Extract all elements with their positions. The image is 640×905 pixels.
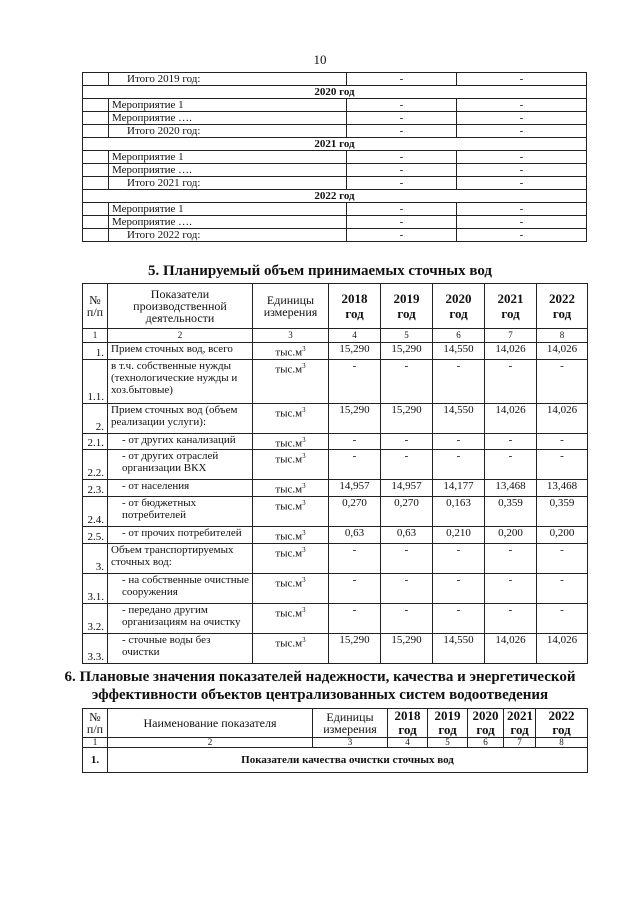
unit-text: тыс.м	[275, 363, 303, 376]
value-cell: -	[457, 229, 587, 242]
value-cell: 13,468	[537, 480, 588, 497]
header-unit: Единицы измерения	[313, 709, 388, 738]
header-unit: Единицы измерения	[253, 284, 329, 329]
header-2020: 2020 год	[433, 284, 485, 329]
unit-cell	[253, 543, 329, 573]
value-cell: -	[537, 359, 588, 403]
unit-text: тыс.м	[275, 637, 303, 650]
row-label: Прием сточных вод (объем реализации услуги):	[108, 403, 253, 433]
table-row	[83, 73, 587, 86]
value-cell: -	[347, 229, 457, 242]
value-cell: 0,63	[329, 526, 381, 543]
section-row	[83, 748, 588, 773]
empty-cell	[83, 112, 109, 125]
table-row	[83, 633, 588, 663]
table-header-row	[83, 709, 588, 738]
header-2019: 2019 год	[428, 709, 468, 738]
year-row	[83, 138, 587, 151]
row-number: 3.3.	[83, 633, 108, 663]
section-5-title: 5. Планируемый объем принимаемых сточных вод	[147, 263, 493, 279]
value-cell: -	[433, 603, 485, 633]
value-cell: -	[347, 112, 457, 125]
value-cell: -	[347, 177, 457, 190]
header-2022: 2022 год	[536, 709, 588, 738]
unit-exponent: 3	[302, 498, 306, 507]
value-cell: 14,026	[485, 343, 537, 360]
unit-text: тыс.м	[275, 407, 303, 420]
value-cell: -	[485, 603, 537, 633]
value-cell: 14,957	[329, 480, 381, 497]
unit-cell	[253, 496, 329, 526]
value-cell: 0,200	[485, 526, 537, 543]
header-2018: 2018 год	[329, 284, 381, 329]
column-number: 5	[428, 738, 468, 748]
value-cell: -	[347, 73, 457, 86]
row-number: 3.	[83, 543, 108, 573]
row-label: Прием сточных вод, всего	[108, 343, 253, 360]
value-cell: -	[457, 125, 587, 138]
row-label: - передано другим организациям на очистку	[108, 603, 253, 633]
column-number: 6	[433, 329, 485, 343]
unit-cell	[253, 359, 329, 403]
column-number: 1	[83, 329, 108, 343]
unit-text: тыс.м	[275, 547, 303, 560]
value-cell: 14,026	[537, 633, 588, 663]
indicators-table	[82, 708, 588, 773]
value-cell: 0,200	[537, 526, 588, 543]
empty-cell	[83, 177, 109, 190]
column-number: 7	[485, 329, 537, 343]
table-row	[83, 112, 587, 125]
value-cell: -	[329, 359, 381, 403]
row-number: 1.	[83, 343, 108, 360]
value-cell: -	[537, 433, 588, 450]
unit-exponent: 3	[302, 361, 306, 370]
item-label: Мероприятие 1	[109, 151, 347, 164]
value-cell: -	[433, 359, 485, 403]
value-cell: -	[457, 112, 587, 125]
value-cell: -	[485, 543, 537, 573]
value-cell: -	[433, 450, 485, 480]
value-cell: 14,550	[433, 343, 485, 360]
row-number: 3.2.	[83, 603, 108, 633]
row-label: - на собственные очистные сооружения	[108, 573, 253, 603]
unit-exponent: 3	[302, 545, 306, 554]
empty-cell	[83, 229, 109, 242]
table-row	[83, 216, 587, 229]
column-number: 1	[83, 738, 108, 748]
table-row	[83, 125, 587, 138]
value-cell: -	[537, 450, 588, 480]
row-label: - от населения	[108, 480, 253, 497]
value-cell: -	[457, 151, 587, 164]
value-cell: 14,177	[433, 480, 485, 497]
row-number: 2.4.	[83, 496, 108, 526]
unit-cell	[253, 573, 329, 603]
unit-text: тыс.м	[275, 453, 303, 466]
value-cell: 15,290	[381, 633, 433, 663]
value-cell: -	[457, 73, 587, 86]
empty-cell	[83, 216, 109, 229]
table-row	[83, 359, 588, 403]
table-row	[83, 164, 587, 177]
table-row	[83, 603, 588, 633]
item-label: Мероприятие 1	[109, 99, 347, 112]
empty-cell	[83, 99, 109, 112]
empty-cell	[83, 125, 109, 138]
value-cell: -	[347, 151, 457, 164]
value-cell: 15,290	[329, 633, 381, 663]
value-cell: -	[381, 603, 433, 633]
unit-exponent: 3	[302, 482, 306, 491]
row-number: 2.2.	[83, 450, 108, 480]
header-indicator: Наименование показателя	[108, 709, 313, 738]
value-cell: 14,026	[537, 343, 588, 360]
value-cell: 14,026	[537, 403, 588, 433]
value-cell: -	[329, 573, 381, 603]
unit-exponent: 3	[302, 575, 306, 584]
row-number: 2.5.	[83, 526, 108, 543]
value-cell: -	[457, 203, 587, 216]
table-row	[83, 480, 588, 497]
table-row	[83, 177, 587, 190]
item-label: Мероприятие 1	[109, 203, 347, 216]
item-label: Итого 2020 год:	[109, 125, 347, 138]
table-row	[83, 573, 588, 603]
empty-cell	[83, 164, 109, 177]
value-cell: -	[457, 216, 587, 229]
year-label: 2020 год	[83, 86, 587, 99]
year-row	[83, 190, 587, 203]
header-2020: 2020 год	[468, 709, 504, 738]
value-cell: -	[381, 433, 433, 450]
table-row	[83, 343, 588, 360]
unit-cell	[253, 403, 329, 433]
table-row	[83, 543, 588, 573]
column-number: 5	[381, 329, 433, 343]
row-label: - от бюджетных потребителей	[108, 496, 253, 526]
row-label: - от прочих потребителей	[108, 526, 253, 543]
table-row	[83, 433, 588, 450]
value-cell: -	[485, 359, 537, 403]
events-table	[82, 72, 587, 242]
column-number: 3	[253, 329, 329, 343]
value-cell: 15,290	[329, 403, 381, 433]
value-cell: -	[537, 573, 588, 603]
value-cell: -	[485, 573, 537, 603]
value-cell: -	[347, 99, 457, 112]
unit-text: тыс.м	[275, 346, 303, 359]
table-row	[83, 99, 587, 112]
column-number-row	[83, 738, 588, 748]
item-label: Итого 2021 год:	[109, 177, 347, 190]
row-label: - от других отраслей организации ВКХ	[108, 450, 253, 480]
value-cell: 14,026	[485, 633, 537, 663]
value-cell: -	[485, 450, 537, 480]
value-cell: -	[347, 164, 457, 177]
item-label: Итого 2019 год:	[109, 73, 347, 86]
value-cell: -	[485, 433, 537, 450]
value-cell: -	[457, 177, 587, 190]
unit-exponent: 3	[302, 605, 306, 614]
unit-exponent: 3	[302, 528, 306, 537]
value-cell: -	[329, 450, 381, 480]
table-row	[83, 229, 587, 242]
row-label: - сточные воды без очистки	[108, 633, 253, 663]
header-2022: 2022 год	[537, 284, 588, 329]
value-cell: -	[329, 433, 381, 450]
column-number: 4	[388, 738, 428, 748]
item-label: Мероприятие ….	[109, 112, 347, 125]
unit-text: тыс.м	[275, 437, 303, 450]
year-row	[83, 86, 587, 99]
unit-cell	[253, 433, 329, 450]
header-num: № п/п	[83, 284, 108, 329]
column-number-row	[83, 329, 588, 343]
value-cell: -	[537, 603, 588, 633]
table-row	[83, 151, 587, 164]
unit-text: тыс.м	[275, 483, 303, 496]
table-row	[83, 526, 588, 543]
value-cell: -	[457, 164, 587, 177]
year-label: 2021 год	[83, 138, 587, 151]
row-number: 3.1.	[83, 573, 108, 603]
section-6-title-line1: 6. Плановые значения показателей надежности, качества и энергетической	[64, 669, 576, 685]
column-number: 2	[108, 738, 313, 748]
value-cell: -	[329, 543, 381, 573]
value-cell: -	[329, 603, 381, 633]
value-cell: -	[433, 573, 485, 603]
table-row	[83, 203, 587, 216]
value-cell: 14,550	[433, 403, 485, 433]
table-row	[83, 496, 588, 526]
column-number: 8	[536, 738, 588, 748]
value-cell: -	[457, 99, 587, 112]
unit-text: тыс.м	[275, 500, 303, 513]
value-cell: -	[433, 543, 485, 573]
value-cell: 14,026	[485, 403, 537, 433]
unit-exponent: 3	[302, 452, 306, 461]
empty-cell	[83, 151, 109, 164]
item-label: Итого 2022 год:	[109, 229, 347, 242]
section-6-title-line2: эффективности объектов централизованных систем водоотведения	[91, 687, 549, 703]
header-num: № п/п	[83, 709, 108, 738]
unit-cell	[253, 526, 329, 543]
header-indicator: Показатели производственной деятельности	[108, 284, 253, 329]
header-2018: 2018 год	[388, 709, 428, 738]
value-cell: 15,290	[381, 403, 433, 433]
unit-exponent: 3	[302, 435, 306, 444]
row-number: 1.	[83, 748, 108, 773]
value-cell: -	[381, 543, 433, 573]
row-number: 1.1.	[83, 359, 108, 403]
value-cell: -	[347, 203, 457, 216]
value-cell: 0,63	[381, 526, 433, 543]
value-cell: 0,359	[485, 496, 537, 526]
page-number: 10	[313, 52, 327, 67]
column-number: 2	[108, 329, 253, 343]
unit-cell	[253, 633, 329, 663]
header-2019: 2019 год	[381, 284, 433, 329]
table-header-row	[83, 284, 588, 329]
value-cell: -	[537, 543, 588, 573]
item-label: Мероприятие ….	[109, 164, 347, 177]
value-cell: -	[381, 450, 433, 480]
value-cell: 15,290	[329, 343, 381, 360]
row-label: в т.ч. собственные нужды (технологические нужды и хоз.бытовые)	[108, 359, 253, 403]
value-cell: 13,468	[485, 480, 537, 497]
table-row	[83, 450, 588, 480]
value-cell: -	[381, 573, 433, 603]
value-cell: 0,359	[537, 496, 588, 526]
row-label: Объем транспортируемых сточных вод:	[108, 543, 253, 573]
table-row	[83, 403, 588, 433]
value-cell: 15,290	[381, 343, 433, 360]
unit-text: тыс.м	[275, 530, 303, 543]
unit-cell	[253, 480, 329, 497]
value-cell: 14,550	[433, 633, 485, 663]
year-label: 2022 год	[83, 190, 587, 203]
unit-exponent: 3	[302, 345, 306, 353]
value-cell: 0,270	[329, 496, 381, 526]
row-label: - от других канализаций	[108, 433, 253, 450]
empty-cell	[83, 203, 109, 216]
row-number: 2.1.	[83, 433, 108, 450]
section-label: Показатели качества очистки сточных вод	[108, 748, 588, 773]
value-cell: 14,957	[381, 480, 433, 497]
value-cell: -	[347, 125, 457, 138]
value-cell: -	[381, 359, 433, 403]
item-label: Мероприятие ….	[109, 216, 347, 229]
value-cell: 0,270	[381, 496, 433, 526]
wastewater-volume-table	[82, 283, 588, 664]
unit-cell	[253, 603, 329, 633]
row-number: 2.	[83, 403, 108, 433]
column-number: 6	[468, 738, 504, 748]
value-cell: -	[433, 433, 485, 450]
unit-cell	[253, 450, 329, 480]
header-2021: 2021 год	[485, 284, 537, 329]
unit-cell	[253, 343, 329, 360]
empty-cell	[83, 73, 109, 86]
unit-text: тыс.м	[275, 577, 303, 590]
value-cell: -	[347, 216, 457, 229]
header-2021: 2021 год	[504, 709, 536, 738]
column-number: 3	[313, 738, 388, 748]
column-number: 7	[504, 738, 536, 748]
unit-exponent: 3	[302, 635, 306, 644]
value-cell: 0,210	[433, 526, 485, 543]
unit-exponent: 3	[302, 405, 306, 414]
column-number: 8	[537, 329, 588, 343]
column-number: 4	[329, 329, 381, 343]
row-number: 2.3.	[83, 480, 108, 497]
value-cell: 0,163	[433, 496, 485, 526]
unit-text: тыс.м	[275, 607, 303, 620]
